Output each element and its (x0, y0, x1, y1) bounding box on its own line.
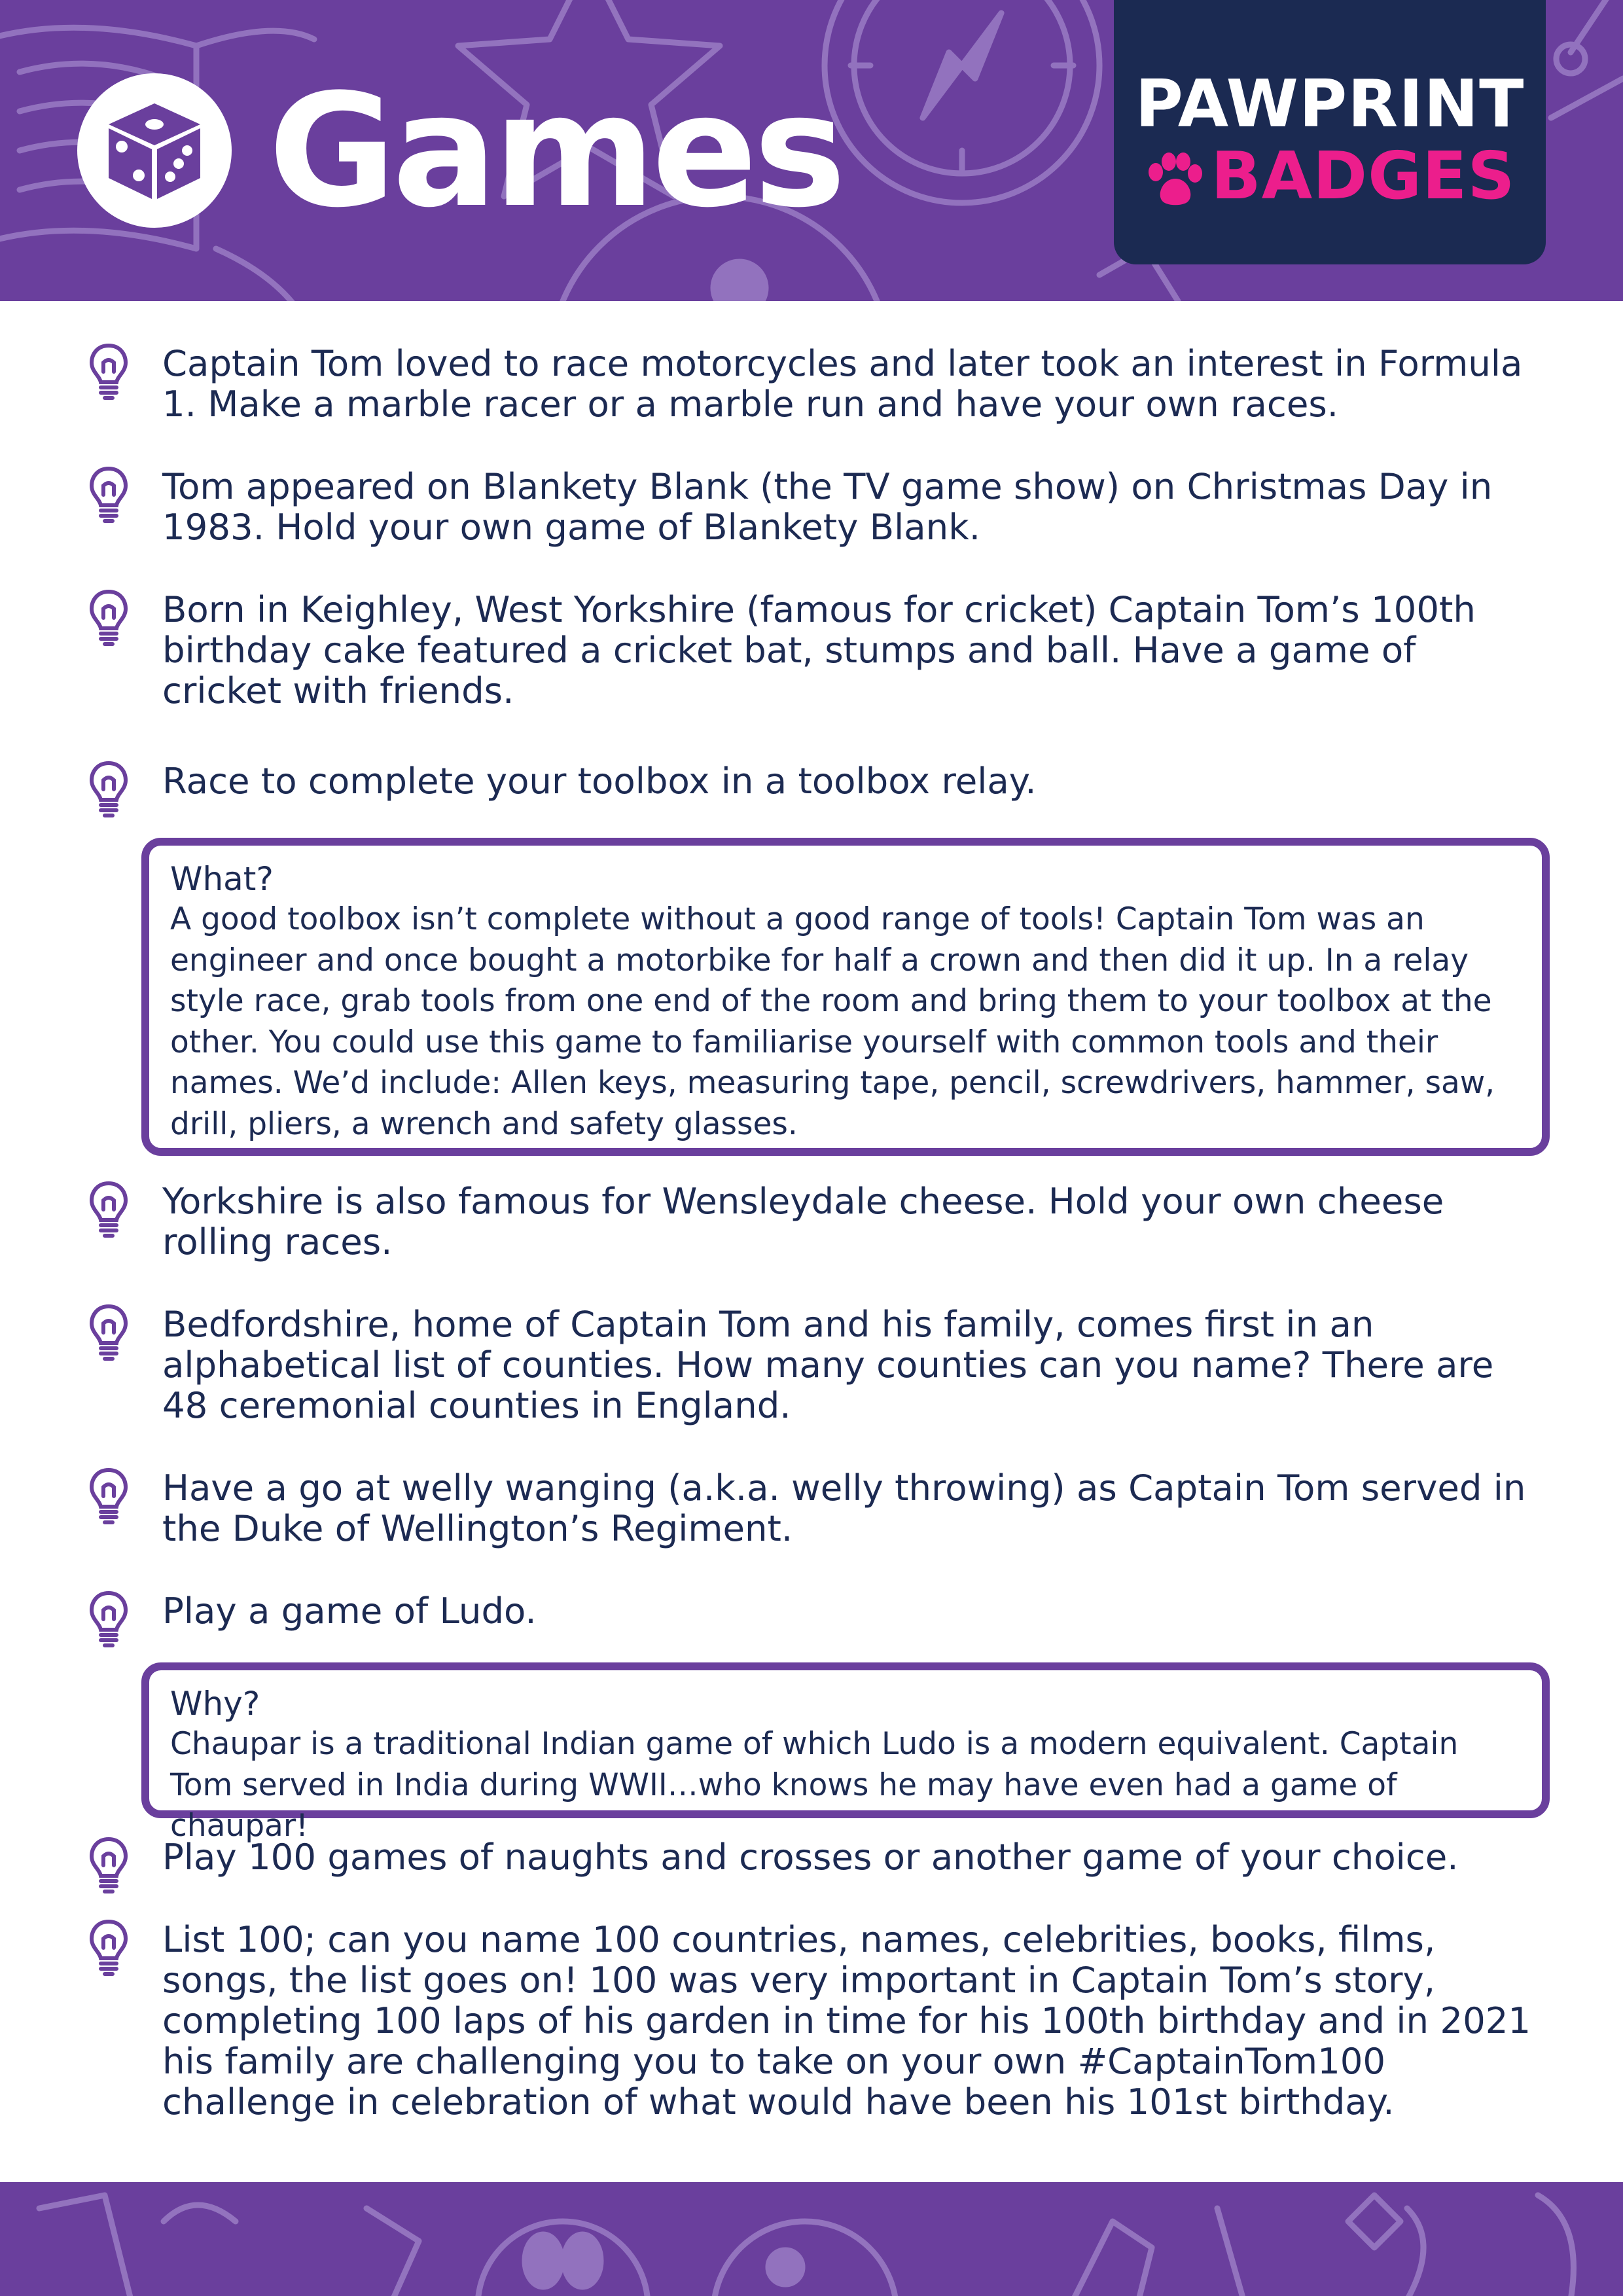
lightbulb-icon (89, 1467, 128, 1526)
lightbulb-icon (89, 1181, 128, 1240)
box-heading: Why? (170, 1685, 260, 1723)
paw-icon (1144, 152, 1204, 209)
item-text: Race to complete your toolbox in a toolbox relay. (162, 760, 1037, 802)
dice-icon (102, 98, 207, 203)
page-title: Games (268, 61, 843, 242)
item-text: Bedfordshire, home of Captain Tom and his family, comes first in an alphabetical list of counties. How many counties can you name? There are 48 ceremonial counties in England. (162, 1303, 1494, 1426)
item-text: Yorkshire is also famous for Wensleydale cheese. Hold your own cheese rolling races. (162, 1180, 1444, 1263)
box-body: A good toolbox isn’t complete without a good range of tools! Captain Tom was an engineer and once bought a motorbike for half a crown and then did it up. In a relay style race, grab tools from one end of the room and bring them to your toolbox at the other. You could use this game to familiarise yourself with common tools and their names. We’d include: Allen keys, measuring tape, pencil, screwdrivers, hammer, saw, drill, pliers, a wrench and safety glasses. (170, 901, 1495, 1142)
footer-banner (0, 2182, 1623, 2296)
lightbulb-icon (89, 466, 128, 525)
lightbulb-icon (89, 589, 128, 648)
item-text: Captain Tom loved to race motorcycles and later took an interest in Formula 1. Make a marble racer or a marble run and have your own races. (162, 342, 1523, 425)
lightbulb-icon (89, 761, 128, 819)
dice-badge (77, 73, 232, 228)
lightbulb-icon (89, 1304, 128, 1363)
item-text: Born in Keighley, West Yorkshire (famous for cricket) Captain Tom’s 100th birthday cake featured a cricket bat, stumps and ball. Have a game of cricket with friends. (162, 588, 1476, 711)
item-text: Play 100 games of naughts and crosses or another game of your choice. (162, 1836, 1459, 1878)
decorative-doodles (0, 2182, 1623, 2296)
box-heading: What? (170, 860, 274, 898)
item-text: Tom appeared on Blankety Blank (the TV game show) on Christmas Day in 1983. Hold your own game of Blankety Blank. (162, 465, 1493, 548)
box-body: Chaupar is a traditional Indian game of which Ludo is a modern equivalent. Captain Tom served in India during WWII…who knows he may have even had a game of chaupar! (170, 1726, 1459, 1844)
lightbulb-icon (89, 1590, 128, 1649)
lightbulb-icon (89, 1837, 128, 1895)
header-banner (0, 0, 1623, 301)
logo-line-2: BADGES (1211, 137, 1516, 214)
item-text: Have a go at welly wanging (a.k.a. welly throwing) as Captain Tom served in the Duke of Wellington’s Regiment. (162, 1467, 1526, 1549)
lightbulb-icon (89, 1919, 128, 1978)
info-box-what (141, 838, 1550, 1156)
item-text: Play a game of Ludo. (162, 1590, 537, 1632)
lightbulb-icon (89, 343, 128, 402)
item-text: List 100; can you name 100 countries, names, celebrities, books, films, songs, the list goes on! 100 was very important in Captain Tom’s story, completing 100 laps of his garden in time for his 100th birthday and in 2021 his family are challenging you to take on your own #CaptainTom100 challenge in celebration of what would have been his 101st birthday. (162, 1918, 1531, 2123)
logo-line-1: PAWPRINT (1135, 65, 1525, 142)
info-box-why (141, 1662, 1550, 1844)
pawprint-badges-logo (1114, 0, 1546, 264)
